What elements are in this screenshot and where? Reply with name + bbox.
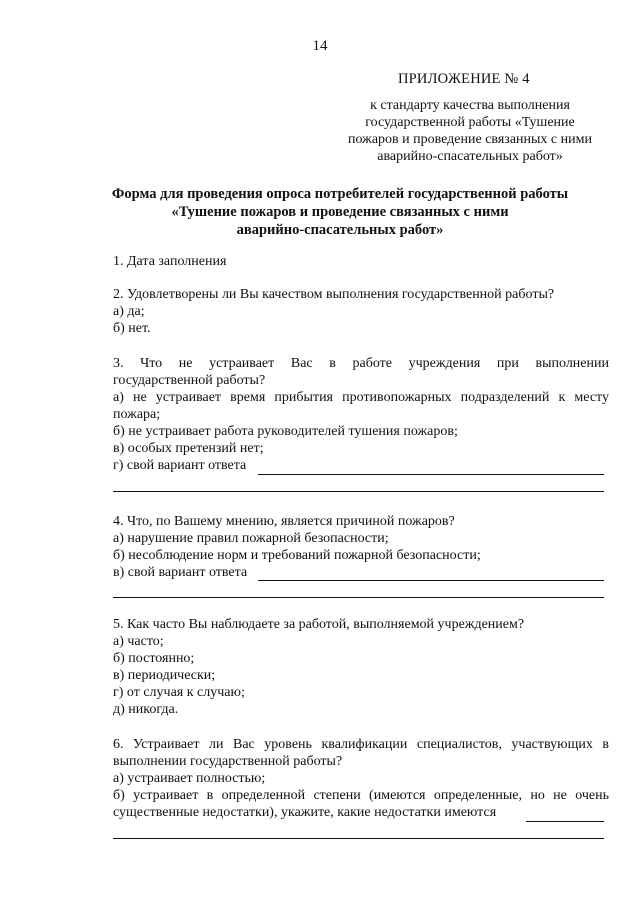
question-2: 2. Удовлетворены ли Вы качеством выполнения государственной работы? bbox=[113, 287, 555, 302]
question-6: 6. Устраивает ли Вас уровень квалификации специалистов, участвующих в bbox=[113, 737, 609, 752]
q5-option[interactable]: в) периодически; bbox=[113, 668, 216, 683]
page-number: 14 bbox=[312, 38, 328, 54]
form-title-line: аварийно-спасательных работ» bbox=[236, 222, 444, 238]
q3-option[interactable]: г) свой вариант ответа bbox=[113, 458, 247, 473]
q4-option[interactable]: а) нарушение правил пожарной безопасности; bbox=[113, 531, 389, 546]
q2-option[interactable]: а) да; bbox=[113, 304, 145, 319]
appendix-line: к стандарту качества выполнения bbox=[370, 98, 570, 113]
q6-option[interactable]: б) устраивает в определенной степени (имеются определенные, но не очень bbox=[113, 788, 609, 803]
q6-option[interactable]: а) устраивает полностью; bbox=[113, 771, 266, 786]
question-4: 4. Что, по Вашему мнению, является причиной пожаров? bbox=[113, 514, 455, 529]
q6-answer-blank[interactable] bbox=[526, 821, 604, 822]
q3-option[interactable]: а) не устраивает время прибытия противопожарных подразделений к месту bbox=[113, 390, 609, 405]
q5-option[interactable]: г) от случая к случаю; bbox=[113, 685, 245, 700]
q3-answer-blank-2[interactable] bbox=[113, 491, 604, 492]
appendix-title: ПРИЛОЖЕНИЕ № 4 bbox=[398, 71, 530, 87]
question-5: 5. Как часто Вы наблюдаете за работой, выполняемой учреждением? bbox=[113, 617, 525, 632]
appendix-line: аварийно-спасательных работ» bbox=[377, 149, 563, 164]
form-title-line: Форма для проведения опроса потребителей государственной работы bbox=[111, 186, 569, 202]
q2-option[interactable]: б) нет. bbox=[113, 321, 151, 336]
q4-option[interactable]: в) свой вариант ответа bbox=[113, 565, 248, 580]
question-3-cont: государственной работы? bbox=[113, 373, 266, 388]
q5-option[interactable]: а) часто; bbox=[113, 634, 164, 649]
q3-option[interactable]: в) особых претензий нет; bbox=[113, 441, 264, 456]
q4-option[interactable]: б) несоблюдение норм и требований пожарной безопасности; bbox=[113, 548, 481, 563]
q4-answer-blank-2[interactable] bbox=[113, 597, 604, 598]
q3-answer-blank[interactable] bbox=[258, 474, 604, 475]
form-title-line: «Тушение пожаров и проведение связанных с ними bbox=[171, 204, 509, 220]
q6-option-cont: существенные недостатки), укажите, какие недостатки имеются bbox=[113, 805, 497, 820]
q3-option-cont: пожара; bbox=[113, 407, 161, 422]
q5-option[interactable]: б) постоянно; bbox=[113, 651, 195, 666]
question-3: 3. Что не устраивает Вас в работе учреждения при выполнении bbox=[113, 356, 609, 371]
appendix-line: государственной работы «Тушение bbox=[365, 115, 575, 130]
appendix-line: пожаров и проведение связанных с ними bbox=[348, 132, 592, 147]
q5-option[interactable]: д) никогда. bbox=[113, 702, 179, 717]
question-1: 1. Дата заполнения bbox=[113, 254, 227, 269]
question-6-cont: выполнении государственной работы? bbox=[113, 754, 343, 769]
q3-option[interactable]: б) не устраивает работа руководителей тушения пожаров; bbox=[113, 424, 458, 439]
q6-answer-blank-2[interactable] bbox=[113, 838, 604, 839]
q4-answer-blank[interactable] bbox=[258, 580, 604, 581]
